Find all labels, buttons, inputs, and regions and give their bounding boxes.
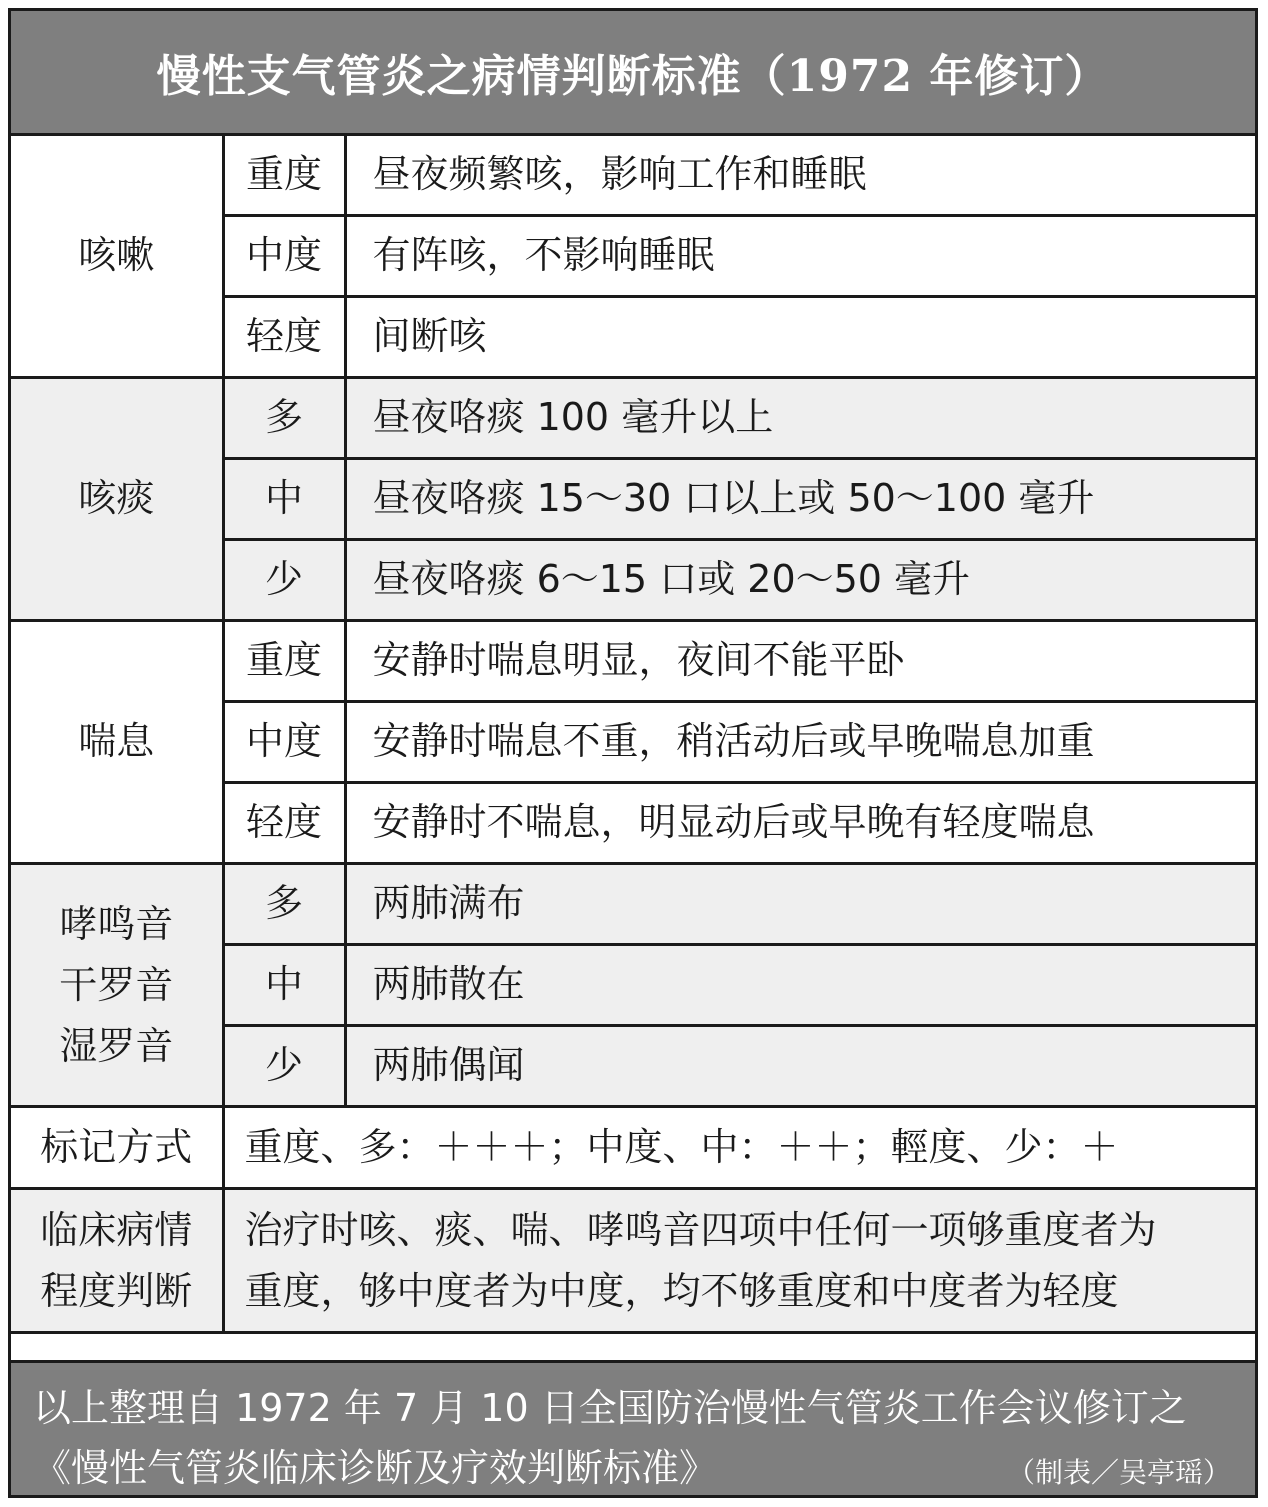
level-cell: 多 xyxy=(223,864,345,945)
description-cell: 昼夜频繁咳，影响工作和睡眠 xyxy=(345,136,1255,216)
category-line: 哮鸣音 xyxy=(59,901,174,946)
level-cell: 多 xyxy=(223,378,345,459)
criteria-table xyxy=(11,136,1255,1334)
description-cell: 安静时喘息不重，稍活动后或早晚喘息加重 xyxy=(345,702,1255,783)
table-title: 慢性支气管炎之病情判断标准（1972 年修订） xyxy=(11,11,1255,136)
table-row xyxy=(11,378,1255,459)
description-cell: 间断咳 xyxy=(345,297,1255,378)
judgement-text-line: 重度，够中度者为中度，均不够重度和中度者为轻度 xyxy=(244,1268,1119,1313)
source-line-2: 《慢性气管炎临床诊断及疗效判断标准》 xyxy=(33,1446,718,1490)
category-lung-sounds xyxy=(11,864,223,1107)
judgement-label-line: 临床病情 xyxy=(40,1207,193,1252)
description-cell: 安静时不喘息，明显动后或早晚有轻度喘息 xyxy=(345,783,1255,864)
level-cell: 中度 xyxy=(223,216,345,297)
description-cell: 昼夜咯痰 15～30 口以上或 50～100 毫升 xyxy=(345,459,1255,540)
category-line: 干罗音 xyxy=(59,962,174,1007)
criteria-sheet xyxy=(8,8,1258,1498)
description-cell: 有阵咳，不影响睡眠 xyxy=(345,216,1255,297)
category-line: 湿罗音 xyxy=(59,1023,174,1068)
level-cell: 中度 xyxy=(223,702,345,783)
judgement-label-line: 程度判断 xyxy=(40,1268,193,1313)
source-line-1: 以上整理自 1972 年 7 月 10 日全国防治慢性气管炎工作会议修订之 xyxy=(33,1386,1187,1430)
level-cell: 轻度 xyxy=(223,783,345,864)
category-sputum: 咳痰 xyxy=(11,378,223,621)
level-cell: 中 xyxy=(223,459,345,540)
marking-text: 重度、多：＋＋＋；中度、中：＋＋；輕度、少：＋ xyxy=(223,1107,1255,1189)
description-cell: 两肺散在 xyxy=(345,945,1255,1026)
table-credit: （制表／吴亭瑶） xyxy=(1006,1456,1231,1489)
level-cell: 轻度 xyxy=(223,297,345,378)
level-cell: 重度 xyxy=(223,621,345,702)
marking-label: 标记方式 xyxy=(11,1107,223,1189)
description-cell: 昼夜咯痰 6～15 口或 20～50 毫升 xyxy=(345,540,1255,621)
judgement-label xyxy=(11,1189,223,1333)
table-row xyxy=(11,864,1255,945)
table-row xyxy=(11,136,1255,216)
source-footer xyxy=(11,1360,1255,1495)
description-cell: 两肺满布 xyxy=(345,864,1255,945)
judgement-text xyxy=(223,1189,1255,1333)
level-cell: 少 xyxy=(223,1026,345,1107)
description-cell: 两肺偶闻 xyxy=(345,1026,1255,1107)
table-row xyxy=(11,1189,1255,1333)
table-row xyxy=(11,1107,1255,1189)
level-cell: 中 xyxy=(223,945,345,1026)
category-wheezing: 喘息 xyxy=(11,621,223,864)
level-cell: 少 xyxy=(223,540,345,621)
judgement-text-line: 治疗时咳、痰、喘、哮鸣音四项中任何一项够重度者为 xyxy=(244,1207,1157,1252)
table-row xyxy=(11,621,1255,702)
category-cough: 咳嗽 xyxy=(11,136,223,378)
description-cell: 安静时喘息明显，夜间不能平卧 xyxy=(345,621,1255,702)
description-cell: 昼夜咯痰 100 毫升以上 xyxy=(345,378,1255,459)
level-cell: 重度 xyxy=(223,136,345,216)
